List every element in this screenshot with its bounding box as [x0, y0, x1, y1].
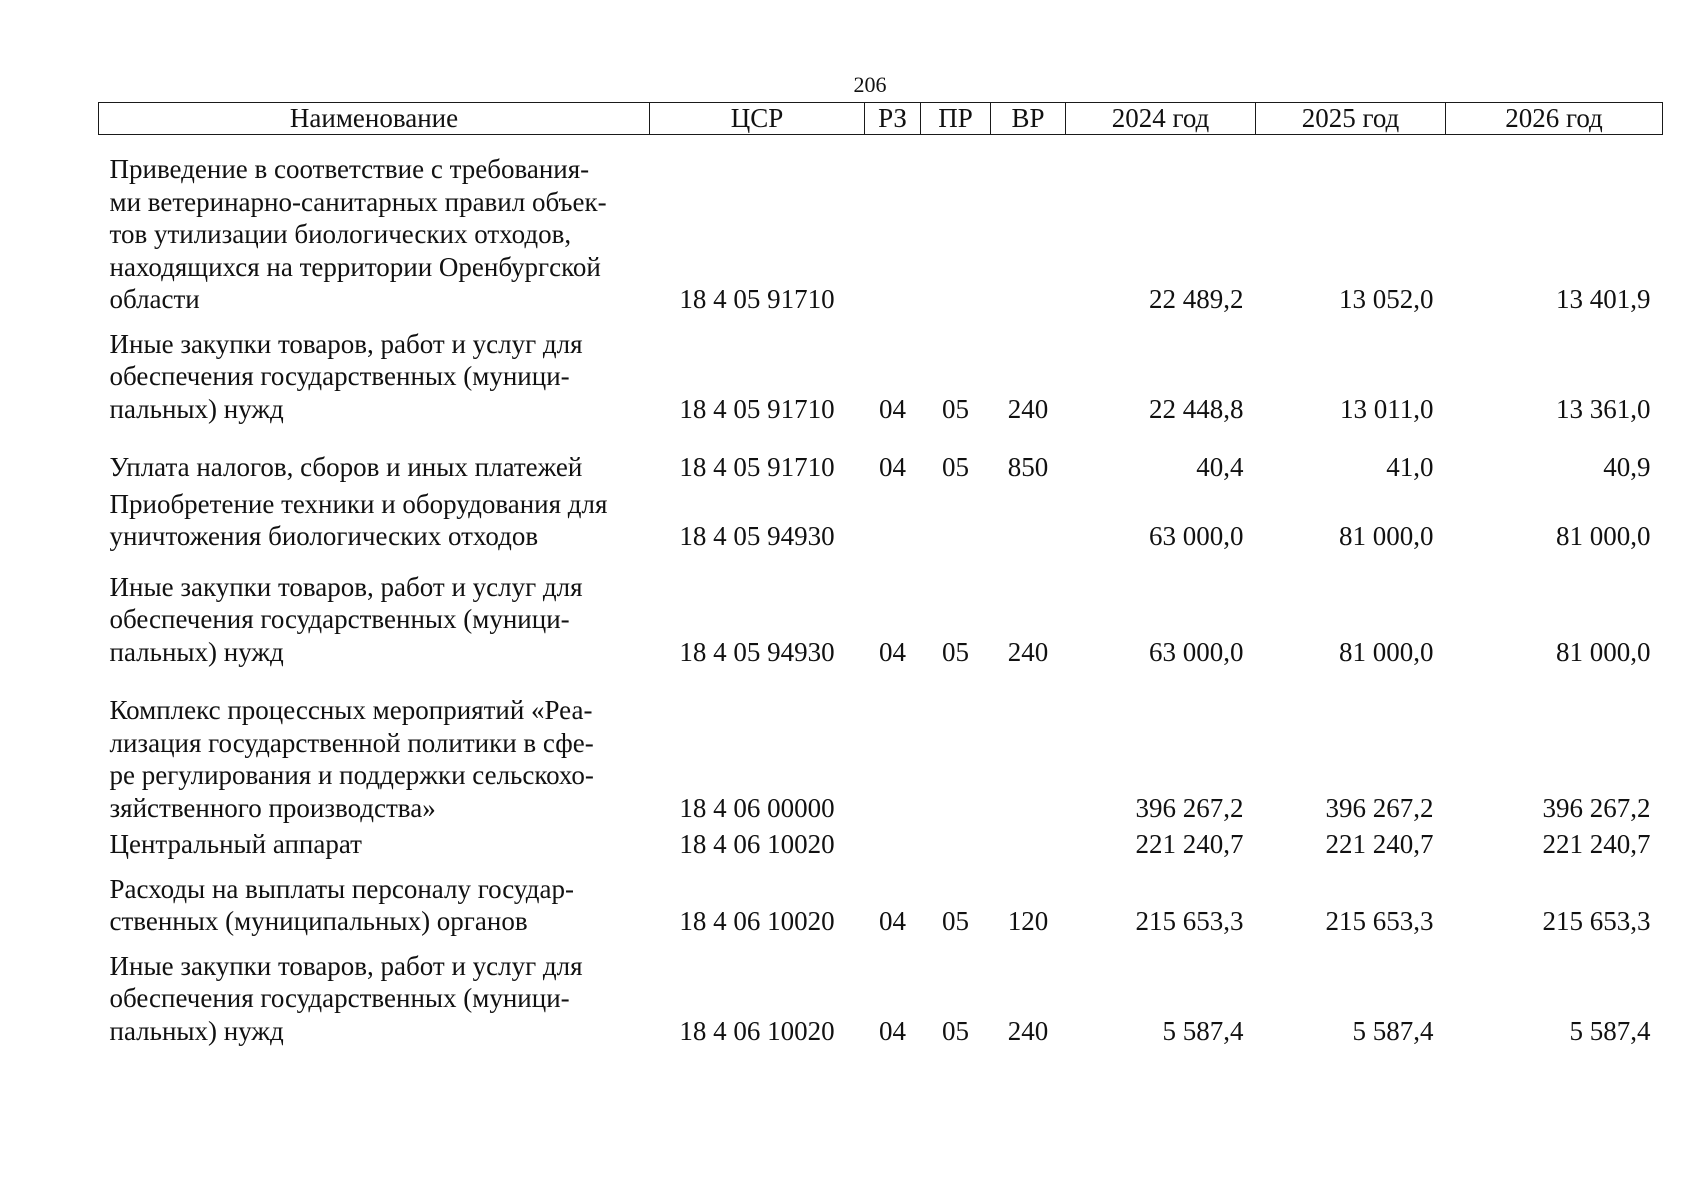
row-name-line: Расходы на выплаты персоналу государ- [109, 873, 574, 904]
row-name-line: обеспечения государственных (муници- [109, 361, 570, 391]
row-name-line: Уплата налогов, сборов и иных платежей [109, 452, 583, 482]
row-rz [865, 484, 921, 553]
header-pr: ПР [921, 103, 991, 135]
row-name-line: ственных (муниципальных) органов [109, 906, 528, 936]
row-name-line: уничтожения биологических отходов [109, 521, 539, 551]
table-row [99, 316, 1663, 426]
table-body [99, 153, 1663, 1047]
row-name [99, 553, 650, 669]
row-amount-2024: 5 587,4 [1162, 1015, 1244, 1046]
row-name [99, 668, 650, 824]
row-rz [865, 153, 921, 316]
row-amount-2025: 81 000,0 [1339, 521, 1434, 551]
row-name [99, 938, 650, 1048]
header-name: Наименование [99, 103, 650, 135]
row-amount-2025: 5 587,4 [1352, 1015, 1434, 1046]
row-name-line: находящихся на территории Оренбургской [109, 251, 601, 282]
row-csr: 18 4 05 91710 [679, 393, 835, 424]
row-name [99, 153, 650, 316]
row-vr: 120 [1007, 906, 1049, 936]
row-csr: 18 4 06 10020 [679, 906, 835, 936]
row-vr [991, 153, 1066, 316]
row-name [99, 425, 650, 484]
row-name-line: области [109, 284, 200, 314]
row-vr [991, 824, 1066, 861]
row-pr [921, 484, 991, 553]
row-amount-2025: 221 240,7 [1325, 829, 1434, 859]
row-pr: 05 [942, 393, 969, 424]
row-vr [991, 484, 1066, 553]
row-pr: 05 [942, 452, 969, 482]
table-row [99, 425, 1663, 484]
row-name-line: пальных) нужд [109, 636, 284, 667]
row-vr: 850 [1007, 452, 1049, 482]
row-name-line: пальных) нужд [109, 393, 284, 424]
row-rz: 04 [879, 906, 906, 936]
row-rz: 04 [879, 452, 906, 482]
header-2026: 2026 год [1446, 103, 1663, 135]
row-vr: 240 [1007, 636, 1049, 667]
row-pr: 05 [942, 906, 969, 936]
row-pr [921, 668, 991, 824]
row-amount-2024: 22 448,8 [1149, 393, 1244, 424]
row-csr: 18 4 06 10020 [679, 1015, 835, 1046]
row-amount-2026: 396 267,2 [1542, 792, 1651, 823]
row-name-line: ми ветеринарно-санитарных правил объек- [109, 186, 607, 217]
row-amount-2026: 13 361,0 [1556, 393, 1651, 424]
row-amount-2025: 81 000,0 [1339, 636, 1434, 667]
row-name [99, 316, 650, 426]
table-header-row [99, 103, 1663, 135]
row-amount-2025: 396 267,2 [1325, 792, 1434, 823]
row-name-line: обеспечения государственных (муници- [109, 604, 570, 634]
row-csr: 18 4 05 94930 [679, 636, 835, 667]
row-csr: 18 4 05 94930 [679, 521, 835, 551]
spacer-row [99, 135, 1663, 154]
row-pr [921, 153, 991, 316]
row-pr [921, 824, 991, 861]
row-name-line: лизация государственной политики в сфе- [109, 727, 594, 758]
header-csr: ЦСР [650, 103, 865, 135]
row-amount-2024: 63 000,0 [1149, 636, 1244, 667]
header-2024: 2024 год [1066, 103, 1256, 135]
row-vr: 240 [1007, 393, 1049, 424]
table-row [99, 153, 1663, 316]
row-amount-2025: 215 653,3 [1325, 906, 1434, 936]
row-rz [865, 668, 921, 824]
table-row [99, 668, 1663, 824]
table-row [99, 484, 1663, 553]
row-pr: 05 [942, 1015, 969, 1046]
row-amount-2025: 41,0 [1386, 452, 1434, 482]
table-row [99, 938, 1663, 1048]
row-csr: 18 4 05 91710 [679, 284, 835, 314]
row-rz: 04 [879, 1015, 906, 1046]
row-rz [865, 824, 921, 861]
header-vr: ВР [991, 103, 1066, 135]
row-amount-2026: 81 000,0 [1556, 636, 1651, 667]
row-csr: 18 4 06 00000 [679, 792, 835, 823]
row-amount-2025: 13 011,0 [1340, 393, 1434, 424]
row-name-line: пальных) нужд [109, 1015, 284, 1046]
row-amount-2025: 13 052,0 [1339, 284, 1434, 314]
row-name-line: зяйственного производства» [109, 792, 436, 823]
row-vr [991, 668, 1066, 824]
table-row [99, 824, 1663, 861]
row-amount-2026: 13 401,9 [1556, 284, 1651, 314]
row-amount-2026: 40,9 [1603, 452, 1651, 482]
header-2025: 2025 год [1256, 103, 1446, 135]
row-csr: 18 4 05 91710 [679, 452, 835, 482]
row-amount-2024: 63 000,0 [1149, 521, 1244, 551]
row-amount-2024: 215 653,3 [1135, 906, 1244, 936]
row-csr: 18 4 06 10020 [679, 829, 835, 859]
row-rz: 04 [879, 636, 906, 667]
header-rz: РЗ [865, 103, 921, 135]
table-row [99, 861, 1663, 938]
row-name [99, 824, 650, 861]
row-name-line: ре регулирования и поддержки сельскохо- [109, 760, 594, 790]
row-name-line: Центральный аппарат [109, 829, 362, 859]
row-name-line: Иные закупки товаров, работ и услуг для [109, 950, 583, 981]
row-amount-2024: 221 240,7 [1135, 829, 1244, 859]
row-amount-2024: 40,4 [1196, 452, 1244, 482]
row-amount-2026: 81 000,0 [1556, 521, 1651, 551]
row-pr: 05 [942, 636, 969, 667]
row-name-line: Приведение в соответствие с требования- [109, 154, 590, 184]
row-name-line: Иные закупки товаров, работ и услуг для [109, 571, 583, 602]
row-amount-2026: 5 587,4 [1569, 1015, 1651, 1046]
row-name [99, 861, 650, 938]
row-name-line: Иные закупки товаров, работ и услуг для [109, 328, 583, 359]
row-vr: 240 [1007, 1015, 1049, 1046]
row-name [99, 484, 650, 553]
row-name-line: Комплекс процессных мероприятий «Реа- [109, 695, 593, 725]
row-rz: 04 [879, 393, 906, 424]
row-name-line: Приобретение техники и оборудования для [109, 488, 608, 519]
row-amount-2024: 396 267,2 [1135, 792, 1244, 823]
row-name-line: обеспечения государственных (муници- [109, 983, 570, 1013]
table-row [99, 553, 1663, 669]
row-amount-2024: 22 489,2 [1149, 284, 1244, 314]
budget-table [98, 102, 1663, 1047]
row-name-line: тов утилизации биологических отходов, [109, 219, 572, 249]
row-amount-2026: 221 240,7 [1542, 829, 1651, 859]
page-number: 206 [853, 72, 887, 97]
row-amount-2026: 215 653,3 [1542, 906, 1651, 936]
